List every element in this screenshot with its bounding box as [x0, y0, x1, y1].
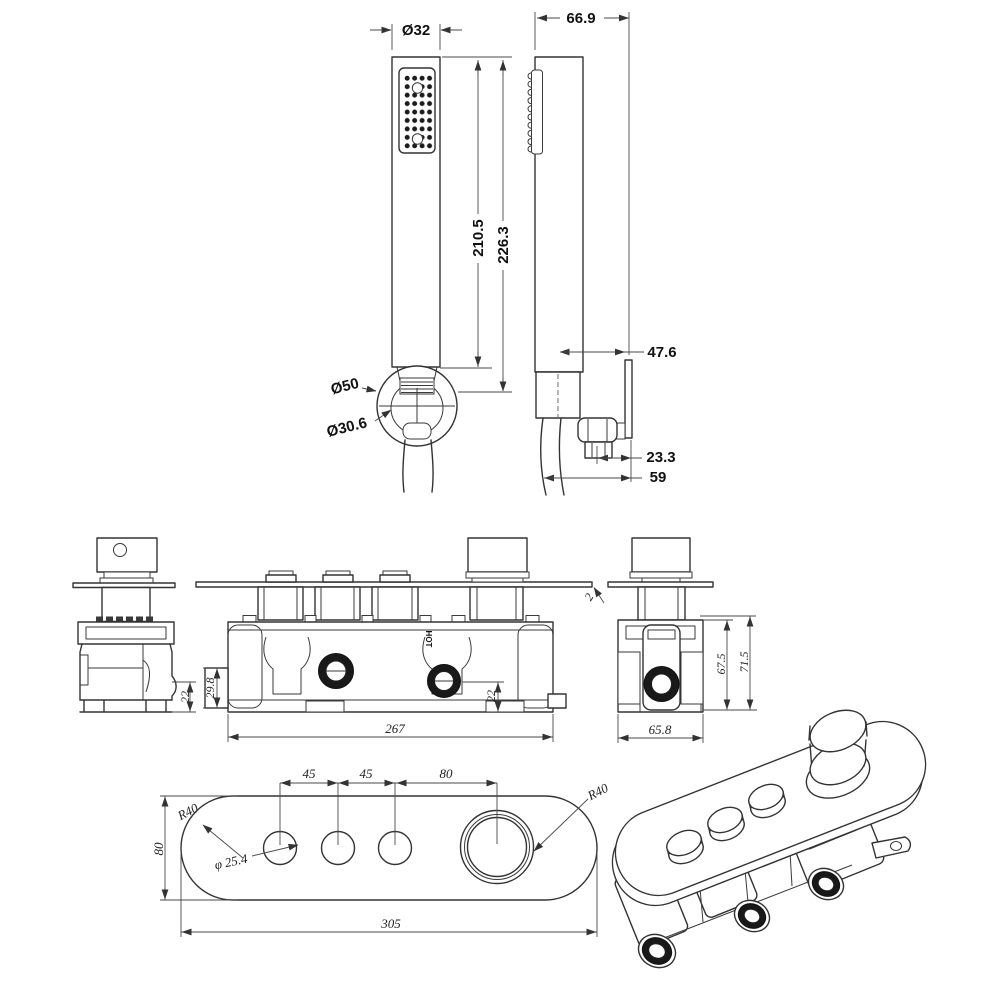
front-stems: [258, 587, 523, 620]
dim-outlet-depth: 59: [649, 469, 667, 486]
hot-marking: HOT: [424, 630, 433, 648]
dim-holder-inner-dia: Ø30.6: [324, 414, 369, 441]
dim-handle-length: 210.5: [470, 219, 487, 257]
dim-plate-height: 80: [151, 842, 166, 856]
dim-wall-offset: 47.6: [647, 344, 677, 361]
dim-head-width: Ø32: [401, 22, 431, 39]
hose-nut: [578, 418, 617, 442]
dim-overall-depth: 66.9: [566, 10, 596, 27]
wall-flange: [625, 360, 632, 438]
valve-body: [228, 622, 553, 712]
dim-plate-length: 305: [381, 916, 401, 931]
valve-right-plate-edge: [608, 582, 713, 587]
dim-front-lower-height: 22: [484, 690, 498, 702]
valve-front-knob: [468, 538, 527, 572]
knob-pin: [114, 544, 127, 557]
hose-nut-lower: [585, 442, 612, 458]
side-hose-right: [559, 418, 564, 495]
valve-side-left-view: [73, 538, 196, 712]
dim-hole-spacing-3: 80: [439, 766, 453, 781]
dim-hole-dia: φ 25.4: [213, 850, 249, 873]
dim-right-inner-height: 67.5: [714, 653, 728, 675]
holder-clip: [403, 423, 431, 439]
dim-left-lower-height: 22: [178, 691, 192, 703]
body-bracket: [548, 694, 566, 708]
dim-right-overall-height: 71.5: [737, 651, 751, 673]
spray-center-hole-top: [412, 83, 422, 93]
plate-plan-view: [151, 766, 611, 937]
dim-plate-thickness: 2: [581, 590, 597, 604]
dim-hole-spacing-1: 45: [302, 766, 316, 781]
valve-front-view: [196, 538, 604, 742]
valve-right-knob: [632, 538, 690, 572]
handshower-front-view: [325, 22, 512, 492]
dim-inlet-height: 29.8: [203, 677, 217, 699]
valve-side-right-view: [608, 538, 757, 743]
valve-front-plate-edge: [196, 582, 592, 587]
valve-left-flange: [78, 622, 174, 644]
valve-left-knob: [97, 538, 157, 572]
isometric-view: [612, 703, 925, 974]
dim-corner-radius-right: R40: [585, 780, 611, 803]
side-nozzle-plate: [532, 70, 543, 154]
dim-holder-outer-dia: Ø50: [329, 374, 361, 399]
dim-corner-radius-left: R40: [175, 800, 201, 823]
hose-left-edge: [403, 440, 405, 492]
dim-outlet-offset: 23.3: [646, 449, 676, 466]
dim-body-length: 267: [385, 721, 405, 736]
spray-center-hole-bottom: [412, 134, 422, 144]
dim-hole-spacing-2: 45: [359, 766, 373, 781]
side-hose-left: [541, 418, 546, 495]
hose-right-edge: [431, 440, 433, 492]
handshower-side-view: [528, 10, 677, 495]
dim-overall-length: 226.3: [495, 226, 512, 264]
front-buttons: [266, 571, 410, 582]
valve-left-stem: [102, 588, 150, 622]
dim-right-body-width: 65.8: [648, 722, 672, 737]
